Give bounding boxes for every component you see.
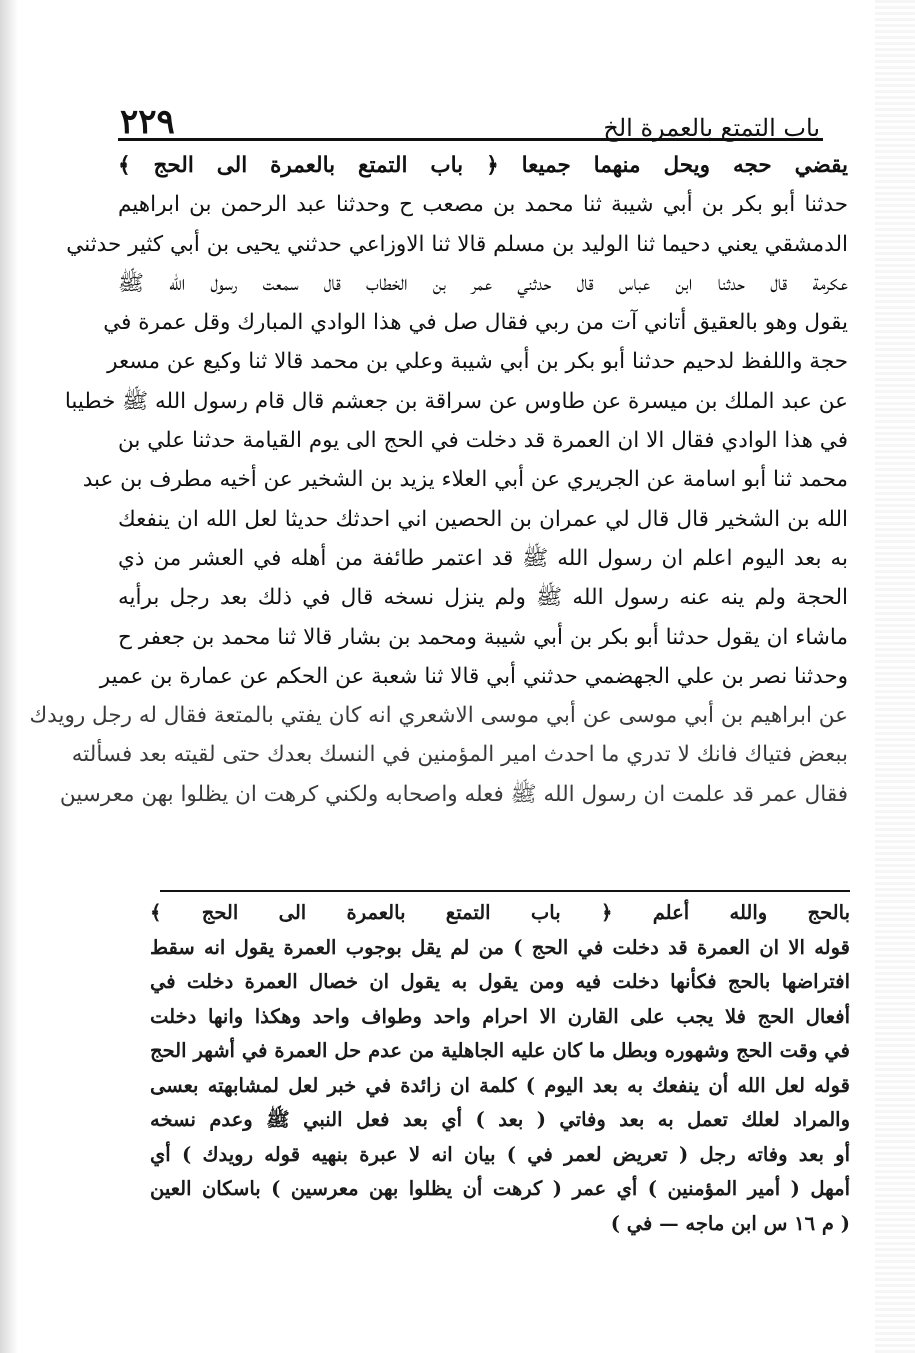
text-line: الله بن الشخير قال قال لي عمران بن الحصين اني احدثك حديثا لعل الله ان ينفعك xyxy=(118,506,848,532)
commentary-line: في وقت الحج وشهوره وبطل ما كان عليه الجاهلية من عدم حل العمرة في أشهر الحج xyxy=(150,1039,850,1062)
page-number: ٢٢٩ xyxy=(120,102,175,142)
text-line: يقول وهو بالعقيق أتاني آت من ربي فقال صل في هذا الوادي المبارك وقل عمرة في xyxy=(103,310,848,336)
commentary-line: بالحج والله أعلم ﴿ باب التمتع بالعمرة الى الحج ﴾ xyxy=(150,901,850,924)
main-text-block xyxy=(29,146,848,814)
text-line: ببعض فتياك فانك لا تدري ما احدث امير المؤمنين في النسك بعدك حتى لقيته بعد فسألته xyxy=(71,742,848,768)
footer-signature: ( م ١٦ س ابن ماجه — في ) xyxy=(610,1211,850,1235)
text-line: به بعد اليوم اعلم ان رسول الله ﷺ قد اعتمر طائفة من أهله في العشر من ذي xyxy=(118,545,848,571)
running-title: باب التمتع بالعمرة الخ xyxy=(603,114,820,142)
commentary-line: افتراضها بالحج فكأنها دخلت فيه ومن يقول به يقول ان خصال العمرة دخلت في xyxy=(150,970,850,993)
commentary-line: أفعال الحج فلا يجب على القارن الا احرام واحد وطواف واحد وهكذا وانها دخلت xyxy=(150,1004,850,1028)
text-line: عن ابراهيم بن أبي موسى عن أبي موسى الاشعري انه كان يفتي بالمتعة فقال له رجل رويدك xyxy=(29,703,848,729)
text-line: في هذا الوادي فقال الا ان العمرة قد دخلت في الحج الى يوم القيامة حدثنا علي بن xyxy=(118,428,848,454)
text-line: الدمشقي يعني دحيما ثنا الوليد بن مسلم قالا ثنا الاوزاعي حدثني يحيى بن أبي كثير حدثني xyxy=(66,231,848,257)
page-header xyxy=(120,92,820,142)
commentary-line: أمهل ( أمير المؤمنين ) أي عمر ( كرهت أن يظلوا بهن معرسين ) باسكان العين xyxy=(150,1177,850,1200)
commentary-line: قوله الا ان العمرة قد دخلت في الحج ) من لم يقل بوجوب العمرة يقول انه سقط xyxy=(150,935,850,959)
text-line: فقال عمر قد علمت ان رسول الله ﷺ فعله واصحابه ولكني كرهت ان يظلوا بهن معرسين xyxy=(59,781,848,807)
text-line: محمد ثنا أبو اسامة عن الجريري عن أبي العلاء يزيد بن الشخير عن أخيه مطرف بن عبد xyxy=(82,467,848,493)
commentary-line: أو بعد وفاته رجل ( تعريض لعمر في ) بيان انه لا عبرة بنهيه قوله رويدك ) أي xyxy=(150,1142,850,1166)
header-rule xyxy=(118,138,823,141)
scan-edge-shadow xyxy=(0,0,18,1353)
text-line: ماشاء ان يقول حدثنا أبو بكر بن أبي شيبة ومحمد بن بشار قالا ثنا محمد بن جعفر ح xyxy=(118,624,848,650)
text-line: حجة واللفظ لدحيم حدثنا أبو بكر بن أبي شيبة وعلي بن محمد قالا ثنا وكيع عن مسعر xyxy=(107,349,848,375)
commentary-line: والمراد لعلك تعمل به بعد وفاتي ( بعد ) أي بعد فعل النبي ﷺ وعدم نسخه xyxy=(150,1108,850,1131)
scan-edge-noise xyxy=(875,0,915,1353)
text-line: حدثنا أبو بكر بن أبي شيبة ثنا محمد بن مصعب ح وحدثنا عبد الرحمن بن ابراهيم xyxy=(118,192,848,218)
commentary-line: قوله لعل الله أن ينفعك به بعد اليوم ) كلمة ان زائدة في خبر لعل لمشابهته بعسى xyxy=(150,1073,850,1097)
text-line: وحدثنا نصر بن علي الجهضمي حدثني أبي قالا ثنا شعبة عن الحكم عن عمارة بن عمير xyxy=(99,663,848,689)
commentary-rule xyxy=(160,890,850,892)
text-line: يقضي حجه ويحل منهما جميعا ﴿ باب التمتع بالعمرة الى الحج ﴾ xyxy=(118,153,848,178)
text-line: عكرمة قال حدثنا ابن عباس قال حدثني عمر بن الخطاب قال سمعت رسول الله ﷺ xyxy=(118,270,848,296)
commentary-block xyxy=(150,896,850,1241)
text-line: عن عبد الملك بن ميسرة عن طاوس عن سراقة بن جعشم قال قام رسول الله ﷺ خطيبا xyxy=(64,388,848,414)
text-line: الحجة ولم ينه عنه رسول الله ﷺ ولم ينزل نسخه قال في ذلك بعد رجل برأيه xyxy=(118,585,848,611)
